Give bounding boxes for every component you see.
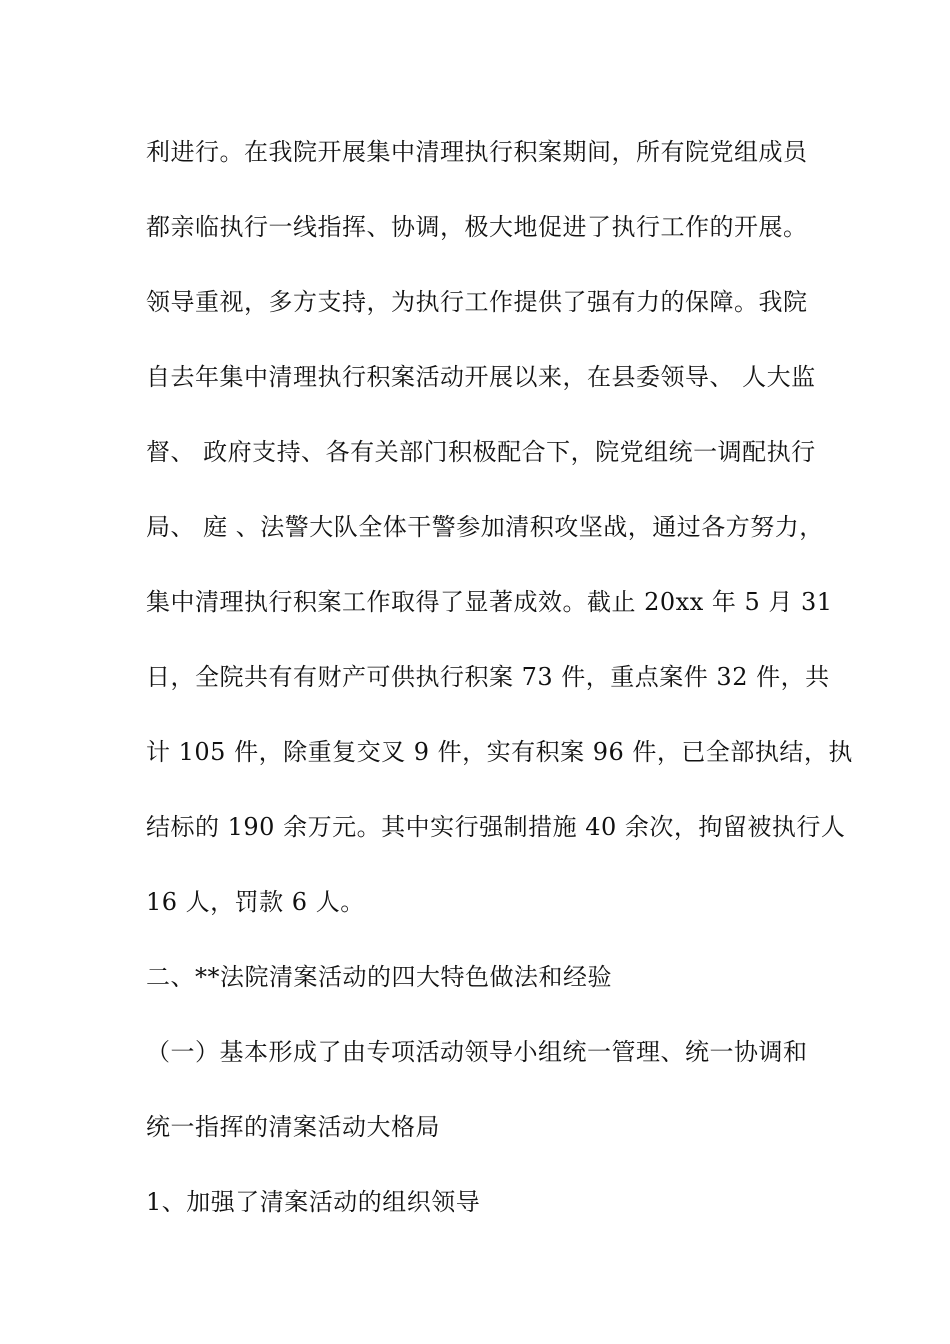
- subsection-heading-line: 统一指挥的清案活动大格局: [146, 1113, 440, 1141]
- paragraph-line: 都亲临执行一线指挥、协调，极大地促进了执行工作的开展。: [146, 213, 808, 241]
- paragraph-line: 结标的 190 余万元。其中实行强制措施 40 余次，拘留被执行人: [146, 813, 846, 841]
- paragraph-line: 集中清理执行积案工作取得了显著成效。截止 20xx 年 5 月 31: [146, 588, 833, 616]
- paragraph-line: 计 105 件，除重复交叉 9 件，实有积案 96 件，已全部执结，执: [146, 738, 853, 766]
- item-heading: 1、加强了清案活动的组织领导: [146, 1188, 481, 1216]
- subsection-heading-line: （一）基本形成了由专项活动领导小组统一管理、统一协调和: [146, 1038, 808, 1066]
- paragraph-line: 局、 庭 、法警大队全体干警参加清积攻坚战，通过各方努力，: [146, 513, 824, 541]
- paragraph-line: 自去年集中清理执行积案活动开展以来，在县委领导、 人大监: [146, 363, 816, 391]
- paragraph-line: 督、 政府支持、各有关部门积极配合下，院党组统一调配执行: [146, 438, 816, 466]
- paragraph-line: 利进行。在我院开展集中清理执行积案期间，所有院党组成员: [146, 138, 808, 166]
- paragraph-line: 16 人，罚款 6 人。: [146, 888, 365, 916]
- paragraph-line: 日，全院共有有财产可供执行积案 73 件，重点案件 32 件，共: [146, 663, 830, 691]
- section-heading: 二、**法院清案活动的四大特色做法和经验: [146, 963, 612, 991]
- paragraph-line: 领导重视，多方支持，为执行工作提供了强有力的保障。我院: [146, 288, 808, 316]
